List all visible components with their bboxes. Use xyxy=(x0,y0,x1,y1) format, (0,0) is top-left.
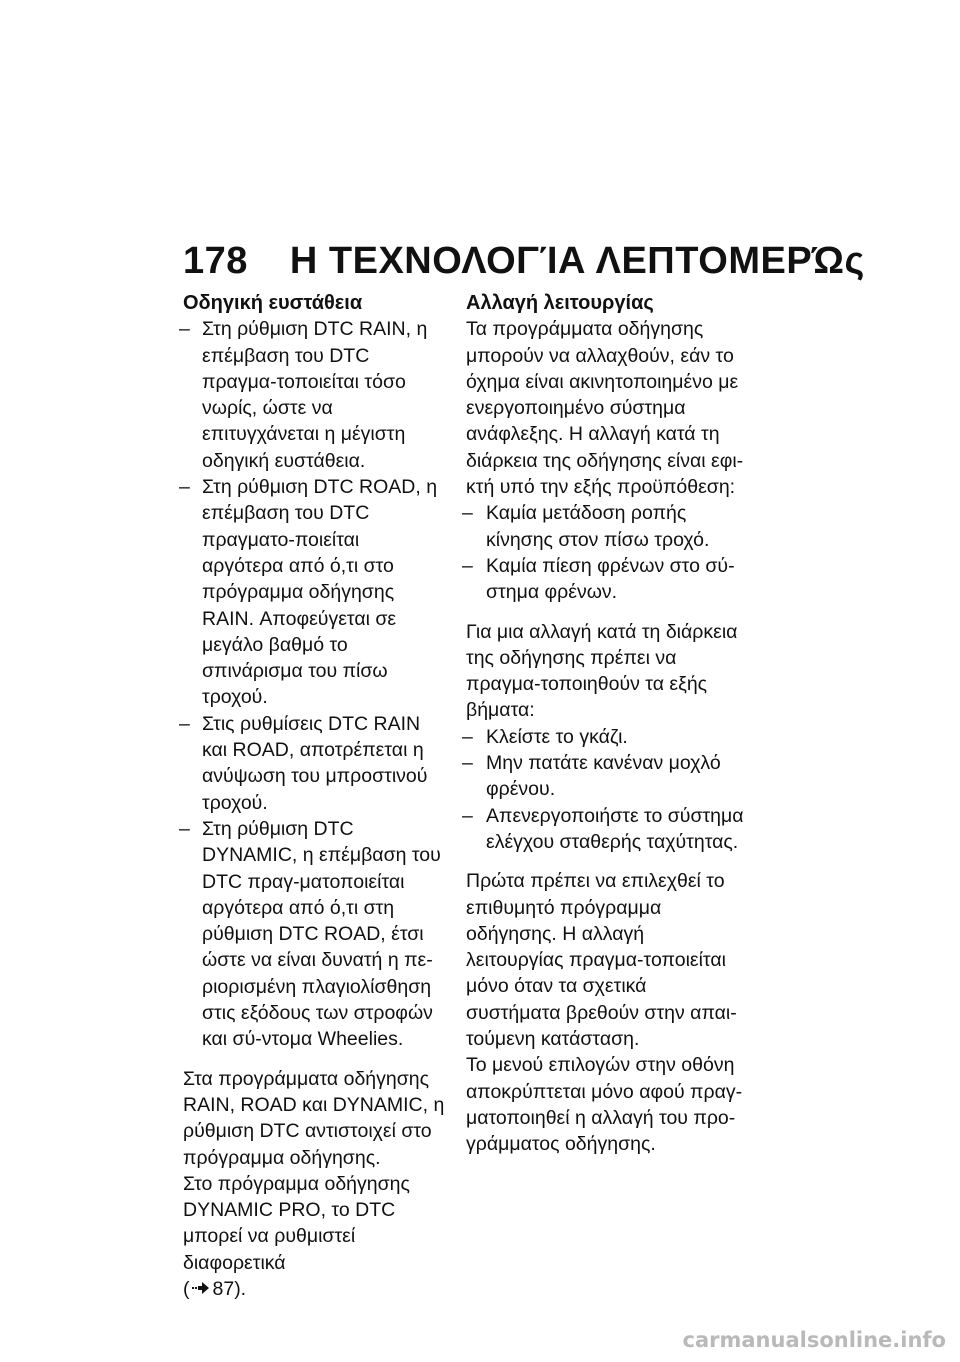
paragraph: Τα προγράμματα οδήγησης μπορούν να αλλαχθούν, εάν το όχημα είναι ακινητοποιημένο με ενεργοποιημένο σύστημα ανάφλεξης. Η αλλαγή κατά τη διάρκεια της οδήγησης είναι εφι-κτή υπό την εξής προϋπόθεση: xyxy=(466,318,744,499)
chapter-title: Η ΤΕΧΝΟΛΟΓΊΑ ΛΕΠΤΟΜΕΡΏς xyxy=(289,240,865,282)
list-item: – Στη ρύθμιση DTC RAIN, η επέμβαση του DTC πραγμα-τοποιείται τόσο νωρίς, ώστε να επιτυγχάνεται η μέγιστη οδηγική ευστάθεια. xyxy=(179,316,445,474)
right-column xyxy=(466,290,746,1158)
list-item: – Απενεργοποιήστε το σύστημα ελέγχου σταθερής ταχύτητας. xyxy=(462,803,746,856)
paragraph-text: Στο πρόγραμμα οδήγησης DYNAMIC PRO, το DTC μπορεί να ρυθμιστεί διαφορετικά xyxy=(183,1172,410,1274)
paragraph: Για μια αλλαγή κατά τη διάρκεια της οδήγησης πρέπει να πραγμα-τοποιηθούν τα εξής βήματα: xyxy=(466,620,738,722)
section-heading-stability: Οδηγική ευστάθεια xyxy=(183,292,363,314)
paragraph-with-reference xyxy=(183,1171,445,1302)
list-item: – Στις ρυθμίσεις DTC RAIN και ROAD, αποτρέπεται η ανύψωση του μπροστινού τροχού. xyxy=(179,711,445,816)
list-item: – Κλείστε το γκάζι. xyxy=(462,724,746,750)
dtc-settings-list xyxy=(183,316,445,1052)
list-item: – Καμία πίεση φρένων στο σύ-στημα φρένων. xyxy=(462,553,746,606)
paragraph: Το μενού επιλογών στην οθόνη αποκρύπτεται μόνο αφού πραγ-ματοποιηθεί η αλλαγή του προ-γράμματος οδήγησης. xyxy=(466,1054,743,1156)
page-header xyxy=(183,240,865,283)
ref-open: ( xyxy=(183,1277,190,1300)
section-heading-mode-change: Αλλαγή λειτουργίας xyxy=(466,292,654,314)
steps-list xyxy=(466,724,746,855)
paragraph: Στα προγράμματα οδήγησης RAIN, ROAD και DYNAMIC, η ρύθμιση DTC αντιστοιχεί στο πρόγραμμα οδήγησης. xyxy=(183,1067,445,1169)
arrow-reference-icon xyxy=(192,1282,209,1294)
page-number: 178 xyxy=(183,240,248,282)
list-item: – Στη ρύθμιση DTC DYNAMIC, η επέμβαση του DTC πραγ-ματοποιείται αργότερα από ό,τι στη ρύθμιση DTC ROAD, έτσι ώστε να είναι δυνατή η πε-ριορισμένη πλαγιολίσθηση στις εξόδους των στροφών και σύ-ντομα Wheelies. xyxy=(179,816,445,1053)
conditions-list xyxy=(466,500,746,605)
list-item: – Μην πατάτε κανέναν μοχλό φρένου. xyxy=(462,750,746,803)
paragraph: Πρώτα πρέπει να επιλεχθεί το επιθυμητό πρόγραμμα οδήγησης. Η αλλαγή λειτουργίας πραγμα-τοποιείται μόνο όταν τα σχετικά συστήματα βρεθούν στην απαι-τούμενη κατάσταση. xyxy=(466,870,737,1051)
list-item: – Καμία μετάδοση ροπής κίνησης στον πίσω τροχό. xyxy=(462,500,746,553)
watermark: carmanualsonline.info xyxy=(682,1328,946,1352)
left-column xyxy=(183,290,445,1302)
list-item: – Στη ρύθμιση DTC ROAD, η επέμβαση του DTC πραγματο-ποιείται αργότερα από ό,τι στο πρόγραμμα οδήγησης RAIN. Αποφεύγεται σε μεγάλο βαθμό το σπινάρισμα του πίσω τροχού. xyxy=(179,474,445,711)
reference-page: 87). xyxy=(212,1277,247,1300)
